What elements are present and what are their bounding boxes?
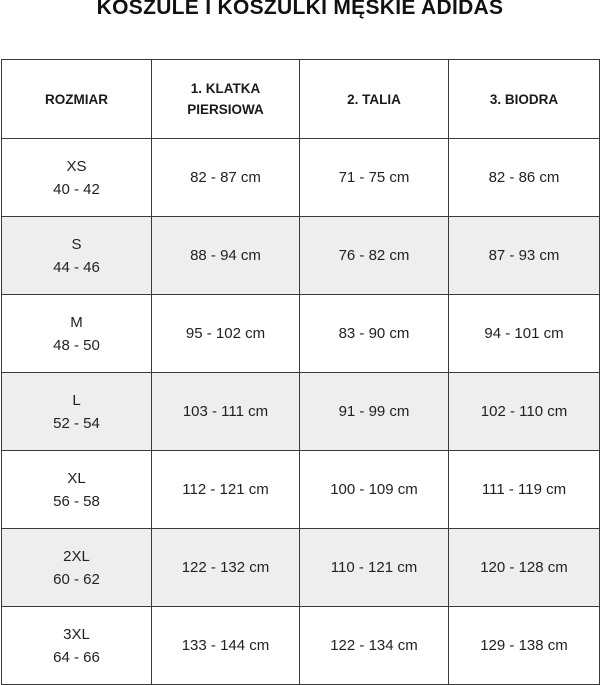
table-row	[2, 217, 600, 295]
header-waist: 2. TALIA	[300, 60, 449, 139]
size-cell	[2, 607, 152, 685]
header-chest	[152, 60, 300, 139]
size-label: S	[71, 235, 82, 253]
header-chest-line1: 1. KLATKA	[190, 81, 261, 96]
size-cell	[2, 139, 152, 217]
header-chest-line2: PIERSIOWA	[187, 102, 264, 117]
table-row	[2, 451, 600, 529]
hips-cell: 111 - 119 cm	[449, 451, 600, 529]
waist-cell: 76 - 82 cm	[300, 217, 449, 295]
table-row	[2, 295, 600, 373]
eu-size-label: 52 - 54	[53, 414, 100, 432]
page-title: KOSZULE I KOSZULKI MĘSKIE ADIDAS	[96, 0, 504, 19]
size-label: M	[70, 313, 83, 331]
size-cell	[2, 451, 152, 529]
header-row	[2, 60, 600, 139]
eu-size-label: 64 - 66	[53, 648, 100, 666]
waist-cell: 71 - 75 cm	[300, 139, 449, 217]
waist-cell: 100 - 109 cm	[300, 451, 449, 529]
size-chart-table	[1, 59, 600, 685]
eu-size-label: 56 - 58	[53, 492, 100, 510]
table-row	[2, 607, 600, 685]
size-label: XS	[66, 157, 87, 175]
hips-cell: 87 - 93 cm	[449, 217, 600, 295]
header-hips: 3. BIODRA	[449, 60, 600, 139]
waist-cell: 122 - 134 cm	[300, 607, 449, 685]
size-label: L	[72, 391, 81, 409]
size-cell	[2, 373, 152, 451]
hips-cell: 82 - 86 cm	[449, 139, 600, 217]
size-cell	[2, 529, 152, 607]
size-label: 3XL	[63, 625, 90, 643]
size-cell	[2, 217, 152, 295]
chest-cell: 122 - 132 cm	[152, 529, 300, 607]
header-size: ROZMIAR	[2, 60, 152, 139]
hips-cell: 129 - 138 cm	[449, 607, 600, 685]
hips-cell: 94 - 101 cm	[449, 295, 600, 373]
waist-cell: 110 - 121 cm	[300, 529, 449, 607]
hips-cell: 120 - 128 cm	[449, 529, 600, 607]
eu-size-label: 60 - 62	[53, 570, 100, 588]
waist-cell: 83 - 90 cm	[300, 295, 449, 373]
size-label: 2XL	[63, 547, 90, 565]
eu-size-label: 44 - 46	[53, 258, 100, 276]
size-cell	[2, 295, 152, 373]
chest-cell: 88 - 94 cm	[152, 217, 300, 295]
table-row	[2, 139, 600, 217]
chest-cell: 82 - 87 cm	[152, 139, 300, 217]
eu-size-label: 40 - 42	[53, 180, 100, 198]
hips-cell: 102 - 110 cm	[449, 373, 600, 451]
eu-size-label: 48 - 50	[53, 336, 100, 354]
chest-cell: 133 - 144 cm	[152, 607, 300, 685]
chest-cell: 103 - 111 cm	[152, 373, 300, 451]
chest-cell: 112 - 121 cm	[152, 451, 300, 529]
table-row	[2, 373, 600, 451]
chest-cell: 95 - 102 cm	[152, 295, 300, 373]
waist-cell: 91 - 99 cm	[300, 373, 449, 451]
table-row	[2, 529, 600, 607]
size-label: XL	[67, 469, 86, 487]
